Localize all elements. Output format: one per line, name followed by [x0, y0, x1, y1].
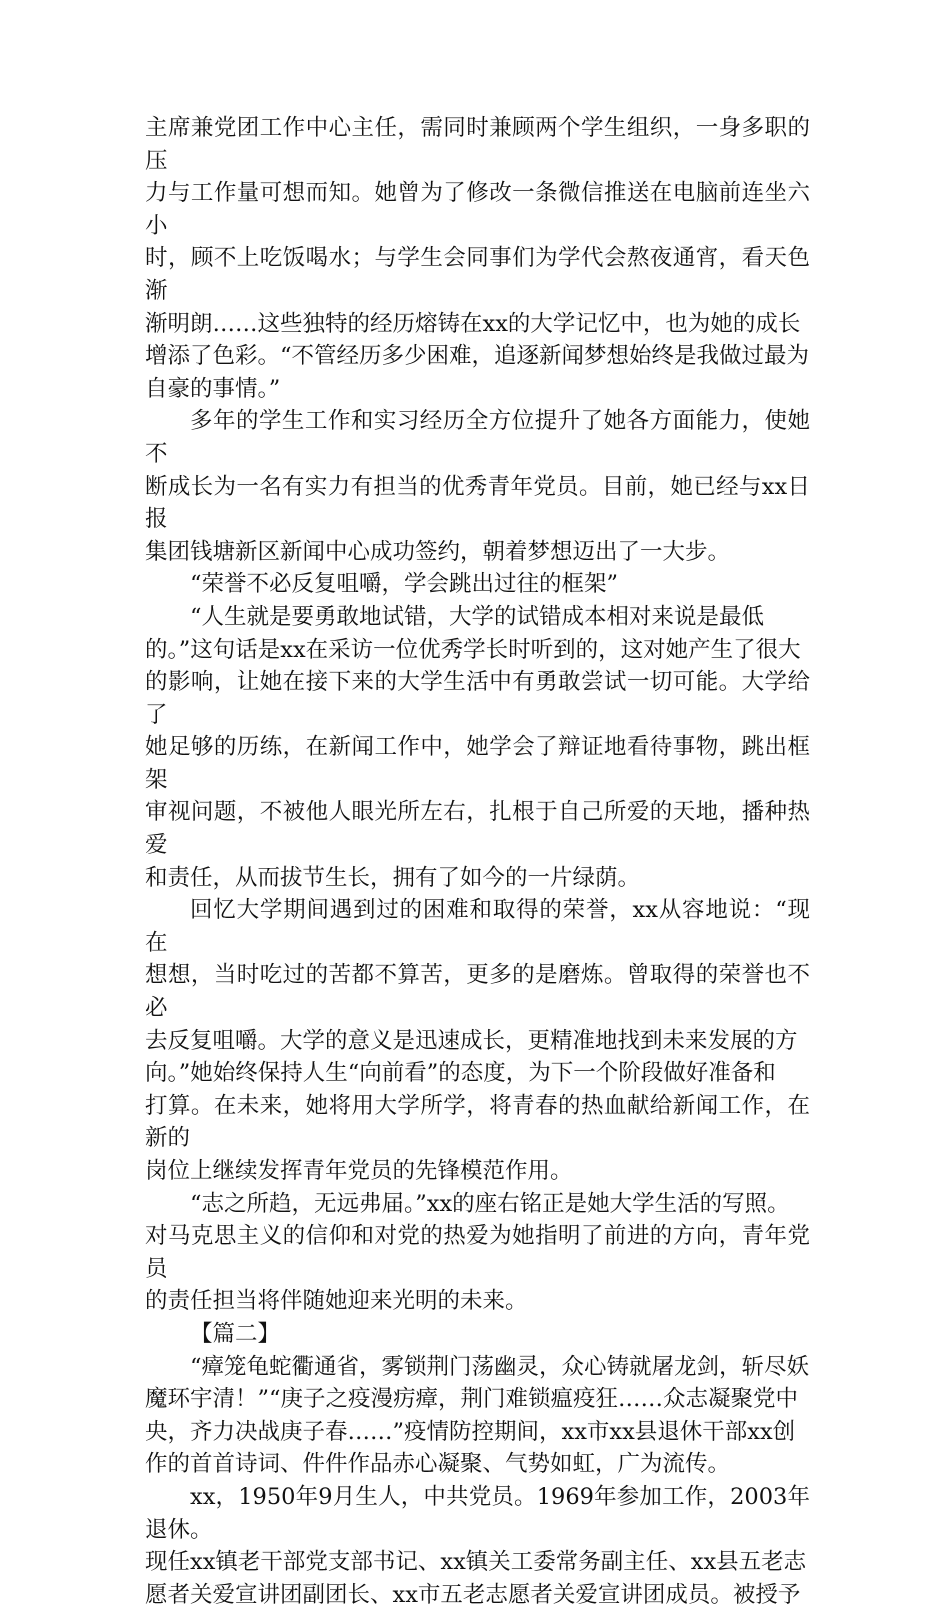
text-line: “人生就是要勇敢地试错，大学的试错成本相对来说是最低 [190, 603, 765, 630]
paragraph [145, 1351, 810, 1481]
paragraph [145, 1188, 810, 1318]
text-line: 和责任，从而拔节生长，拥有了如今的一片绿荫。 [145, 864, 641, 891]
text-line: 魔环宇清！”“庚子之疫漫疠瘴，荆门难锁瘟疫狂……众志凝聚党中 [145, 1386, 799, 1413]
text-line: 增添了色彩。“不管经历多少困难，追逐新闻梦想始终是我做过最为 [145, 343, 810, 370]
text-line: 多年的学生工作和实习经历全方位提升了她各方面能力，使她不 [145, 408, 810, 467]
paragraph [145, 112, 810, 405]
text-line: 央，齐力决战庚子春……”疫情防控期间，xx市xx县退休干部xx创 [145, 1418, 796, 1445]
text-line: 断成长为一名有实力有担当的优秀青年党员。目前，她已经与xx日报 [145, 473, 810, 533]
text-line: “志之所趋，无远弗届。”xx的座右铭正是她大学生活的写照。 [190, 1190, 790, 1217]
paragraph [145, 894, 810, 1187]
text-line: 集团钱塘新区新闻中心成功签约，朝着梦想迈出了一大步。 [145, 538, 731, 565]
text-line: 回忆大学期间遇到过的困难和取得的荣誉，xx从容地说：“现在 [145, 897, 810, 956]
text-line: 时，顾不上吃饭喝水；与学生会同事们为学代会熬夜通宵，看天色渐 [145, 245, 810, 304]
text-line: 【篇二】 [190, 1320, 281, 1347]
text-line: 的。”这句话是xx在采访一位优秀学长时听到的，这对她产生了很大 [145, 636, 801, 663]
text-line: 想想，当时吃过的苦都不算苦，更多的是磨炼。曾取得的荣誉也不必 [145, 962, 810, 1022]
document-page [145, 112, 810, 1611]
text-line: 愿者关爱宣讲团副团长、xx市五老志愿者关爱宣讲团成员。被授予 [145, 1581, 801, 1608]
text-line: 力与工作量可想而知。她曾为了修改一条微信推送在电脑前连坐六小 [145, 180, 810, 239]
paragraph [145, 1318, 810, 1351]
text-line: 渐明朗……这些独特的经历熔铸在xx的大学记忆中，也为她的成长 [145, 310, 801, 337]
text-line: 的责任担当将伴随她迎来光明的未来。 [145, 1288, 528, 1315]
text-line: 去反复咀嚼。大学的意义是迅速成长，更精准地找到未来发展的方 [145, 1027, 798, 1054]
text-line: 作的首首诗词、件件作品赤心凝聚、气势如虹，广为流传。 [145, 1451, 731, 1478]
text-line: “瘴笼龟蛇衢通省，雾锁荆门荡幽灵，众心铸就屠龙剑，斩尽妖 [190, 1353, 810, 1380]
text-line: 主席兼党团工作中心主任，需同时兼顾两个学生组织，一身多职的压 [145, 115, 810, 174]
text-line: 对马克思主义的信仰和对党的热爱为她指明了前进的方向，青年党员 [145, 1223, 810, 1282]
text-line: 打算。在未来，她将用大学所学，将青春的热血献给新闻工作，在新的 [145, 1092, 810, 1152]
text-line: 岗位上继续发挥青年党员的先锋模范作用。 [145, 1158, 573, 1184]
paragraph [145, 405, 810, 568]
paragraph [145, 1481, 810, 1611]
text-line: 自豪的事情。” [145, 375, 281, 402]
text-line: 的影响，让她在接下来的大学生活中有勇敢尝试一切可能。大学给了 [145, 669, 810, 728]
text-line: xx，1950年9月生人，中共党员。1969年参加工作，2003年退休。 [145, 1483, 810, 1543]
paragraph [145, 568, 810, 601]
text-line: 审视问题，不被他人眼光所左右，扎根于自己所爱的天地，播种热爱 [145, 799, 810, 859]
text-line: 向。”她始终保持人生“向前看”的态度，为下一个阶段做好准备和 [145, 1060, 776, 1087]
text-line: 现任xx镇老干部党支部书记、xx镇关工委常务副主任、xx县五老志 [145, 1549, 807, 1576]
paragraph [145, 601, 810, 894]
text-line: “荣誉不必反复咀嚼，学会跳出过往的框架” [190, 571, 619, 598]
text-line: 她足够的历练，在新闻工作中，她学会了辩证地看待事物，跳出框架 [145, 734, 810, 793]
